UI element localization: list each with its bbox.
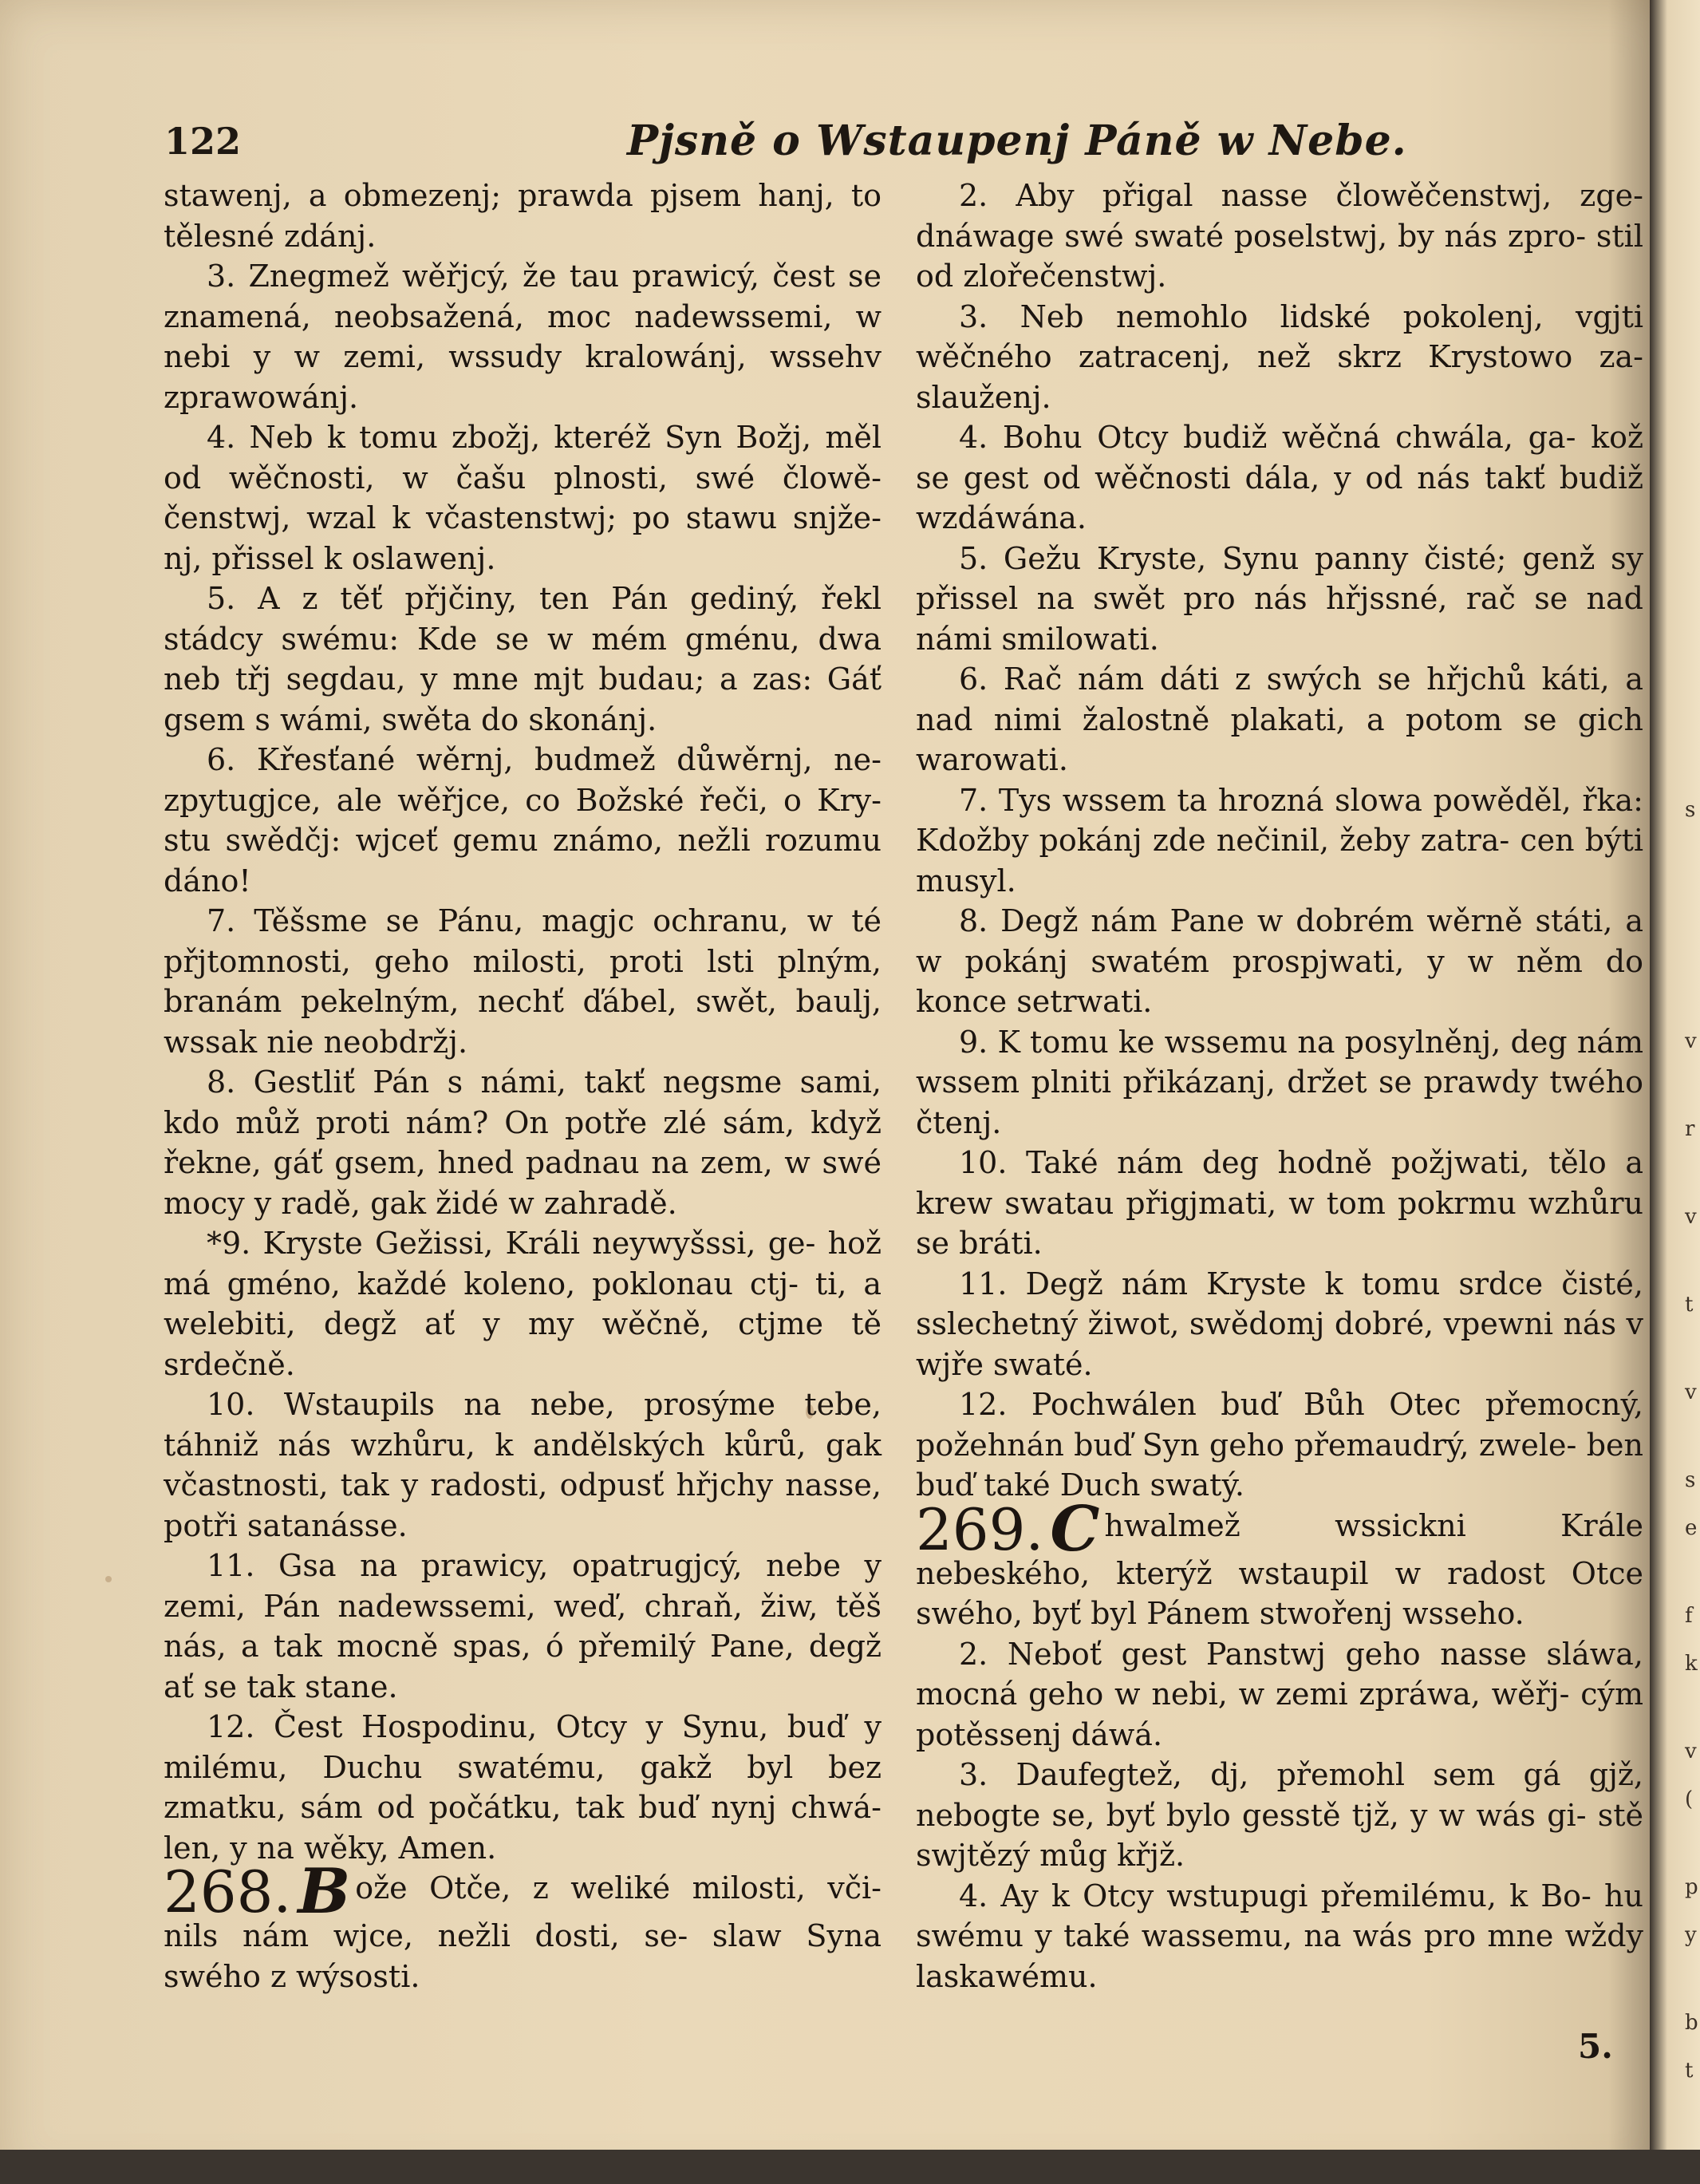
verse: 4. Bohu Otcy budiž wěčná chwála, ga- kož se gest od wěčnosti dála, y od nás takť budiž wzdáwána. xyxy=(916,420,1643,535)
verse: 10. Také nám deg hodně požjwati, tělo a krew swatau přigjmati, w tom pokrmu wzhůru se bráti. xyxy=(916,1145,1643,1261)
right-column xyxy=(916,176,1643,1996)
drop-cap: B xyxy=(298,1855,351,1928)
hymn-268 xyxy=(164,1855,882,1996)
hymn-number: 269. xyxy=(916,1495,1044,1563)
page-bottom-edge xyxy=(0,2150,1700,2184)
edge-fragment: b xyxy=(1685,2011,1698,2035)
edge-fragment: t xyxy=(1685,2059,1694,2083)
edge-fragment: s xyxy=(1685,1468,1696,1492)
verse: 2. Neboť gest Panstwj geho nasse sláwa, mocná geho w nebi, w zemi zpráwa, wěřj- cým potěssenj dáwá. xyxy=(916,1636,1643,1752)
verse: 8. Degž nám Pane w dobrém wěrně státi, a w pokánj swatém prospjwati, y w něm do konce setrwati. xyxy=(916,903,1643,1019)
catchword: 5. xyxy=(1578,2027,1613,2066)
verse: 5. Gežu Kryste, Synu panny čisté; genž sy přissel na swět pro nás hřjssné, rač se nad námi smilowati. xyxy=(916,540,1643,657)
edge-fragment: s xyxy=(1685,798,1696,822)
edge-fragment: v xyxy=(1685,1029,1697,1053)
verse: 2. Aby přigal nasse člowěčenstwj, zge- dnáwage swé swaté poselstwj, by nás zpro- stil od zlořečenstwj. xyxy=(916,178,1643,294)
ink-blot xyxy=(105,1576,112,1582)
edge-fragment: v xyxy=(1685,1205,1697,1229)
verse: 12. Čest Hospodinu, Otcy y Synu, buď y milému, Duchu swatému, gakž byl bez zmatku, sám od počátku, tak buď nynj chwá- len, y na wěky, Amen. xyxy=(164,1709,882,1866)
verse: 11. Degž nám Kryste k tomu srdce čisté, sslechetný žiwot, swědomj dobré, vpewni nás v wjře swaté. xyxy=(916,1266,1643,1382)
verse: 4. Ay k Otcy wstupugi přemilému, k Bo- hu swému y také wassemu, na wás pro mne wždy laskawému. xyxy=(916,1878,1643,1994)
edge-fragment: y xyxy=(1685,1923,1697,1947)
edge-fragment: p xyxy=(1685,1875,1698,1899)
verse: 12. Pochwálen buď Bůh Otec přemocný, požehnán buď Syn geho přemaudrý, zwele- ben buď také Duch swatý. xyxy=(916,1387,1643,1503)
verse: 9. K tomu ke wssemu na posylněnj, deg nám wssem plniti přikázanj, držet se prawdy twého čtenj. xyxy=(916,1024,1643,1140)
hymn-text: hwalmež wssickni Krále nebeského, kterýž wstaupil w radost Otce swého, byť byl Pánem stwořenj wsseho. xyxy=(916,1507,1643,1631)
edge-fragment: f xyxy=(1685,1604,1693,1628)
running-title: Pjsně o Wstaupenj Páně w Nebe. xyxy=(627,117,1407,165)
edge-fragment: ( xyxy=(1685,1787,1694,1811)
verse-continuation: stawenj, a obmezenj; prawda pjsem hanj, to tělesné zdánj. xyxy=(164,178,882,254)
verse: 3. Neb nemohlo lidské pokolenj, vgjti wěčného zatracenj, než skrz Krystowo za- slauženj. xyxy=(916,298,1643,415)
verse: 8. Gestliť Pán s námi, takť negsme sami, kdo můž proti nám? On potře zlé sám, když řekne, gáť gsem, hned padnau na zem, w swé mocy y radě, gak židé w zahradě. xyxy=(164,1064,882,1221)
verse: 11. Gsa na prawicy, opatrugjcý, nebe y zemi, Pán nadewssemi, weď, chraň, žiw, těš nás, a tak mocně spas, ó přemilý Pane, degž ať se tak stane. xyxy=(164,1548,882,1704)
page-number: 122 xyxy=(164,120,242,163)
hymn-number: 268. xyxy=(164,1858,292,1925)
next-page-edge xyxy=(1650,0,1700,2184)
verse: 6. Křesťané wěrnj, budmež důwěrnj, ne- zpytugjce, ale wěřjce, co Božské řeči, o Kry- stu swědčj: wjceť gemu známo, nežli rozumu dáno! xyxy=(164,742,882,898)
edge-fragment: e xyxy=(1685,1516,1698,1540)
edge-fragment: k xyxy=(1685,1652,1698,1676)
verse: 3. Znegmež wěřjcý, že tau prawicý, čest se znamená, neobsažená, moc nadewssemi, w nebi y w zemi, wssudy kralowánj, wssehv zprawowánj. xyxy=(164,259,882,415)
verse: 7. Tys wssem ta hrozná slowa powěděl, řka: Kdožby pokánj zde nečinil, žeby zatra- cen býti musyl. xyxy=(916,782,1643,898)
verse: 7. Těšsme se Pánu, magjc ochranu, w té přjtomnosti, geho milosti, proti lsti plným, branám pekelným, nechť ďábel, swět, baulj, wssak nie neobdržj. xyxy=(164,903,882,1060)
verse: 6. Rač nám dáti z swých se hřjchů káti, a nad nimi žalostně plakati, a potom se gich warowati. xyxy=(916,662,1643,777)
page-header xyxy=(164,104,1648,176)
drop-cap: C xyxy=(1050,1492,1100,1566)
edge-fragment: v xyxy=(1685,1380,1697,1404)
edge-fragment: r xyxy=(1685,1117,1695,1141)
verse: *9. Kryste Gežissi, Králi neywyšssi, ge- hož má gméno, každé koleno, poklonau ctj- ti, a welebiti, degž ať y my wěčně, ctjme tě srdečně. xyxy=(164,1226,882,1382)
edge-fragment: v xyxy=(1685,1740,1697,1763)
edge-fragment: t xyxy=(1685,1293,1694,1317)
left-column xyxy=(164,176,882,1996)
verse: 5. A z těť přjčiny, ten Pán gediný, řekl stádcy swému: Kde se w mém gménu, dwa neb třj segdau, y mne mjt budau; a zas: Gáť gsem s wámi, swěta do skonánj. xyxy=(164,581,882,737)
hymn-269 xyxy=(916,1492,1643,1634)
verse: 4. Neb k tomu zbožj, kteréž Syn Božj, měl od wěčnosti, w čašu plnosti, swé člowě- čenstwj, wzal k včastenstwj; po stawu snjže- nj, přissel k oslawenj. xyxy=(164,420,882,576)
hymn-text: ože Otče, z weliké milosti, vči- nils nám wjce, nežli dosti, se- slaw Syna swého z wýsosti. xyxy=(164,1870,882,1994)
verse: 3. Daufegtež, dj, přemohl sem gá gjž, nebogte se, byť bylo gesstě tjž, y w wás gi- stě swjtězý můg křjž. xyxy=(916,1757,1643,1873)
verse: 10. Wstaupils na nebe, prosýme tebe, táhniž nás wzhůru, k andělských kůrů, gak včastnosti, tak y radosti, odpusť hřjchy nasse, potři satanásse. xyxy=(164,1387,882,1543)
